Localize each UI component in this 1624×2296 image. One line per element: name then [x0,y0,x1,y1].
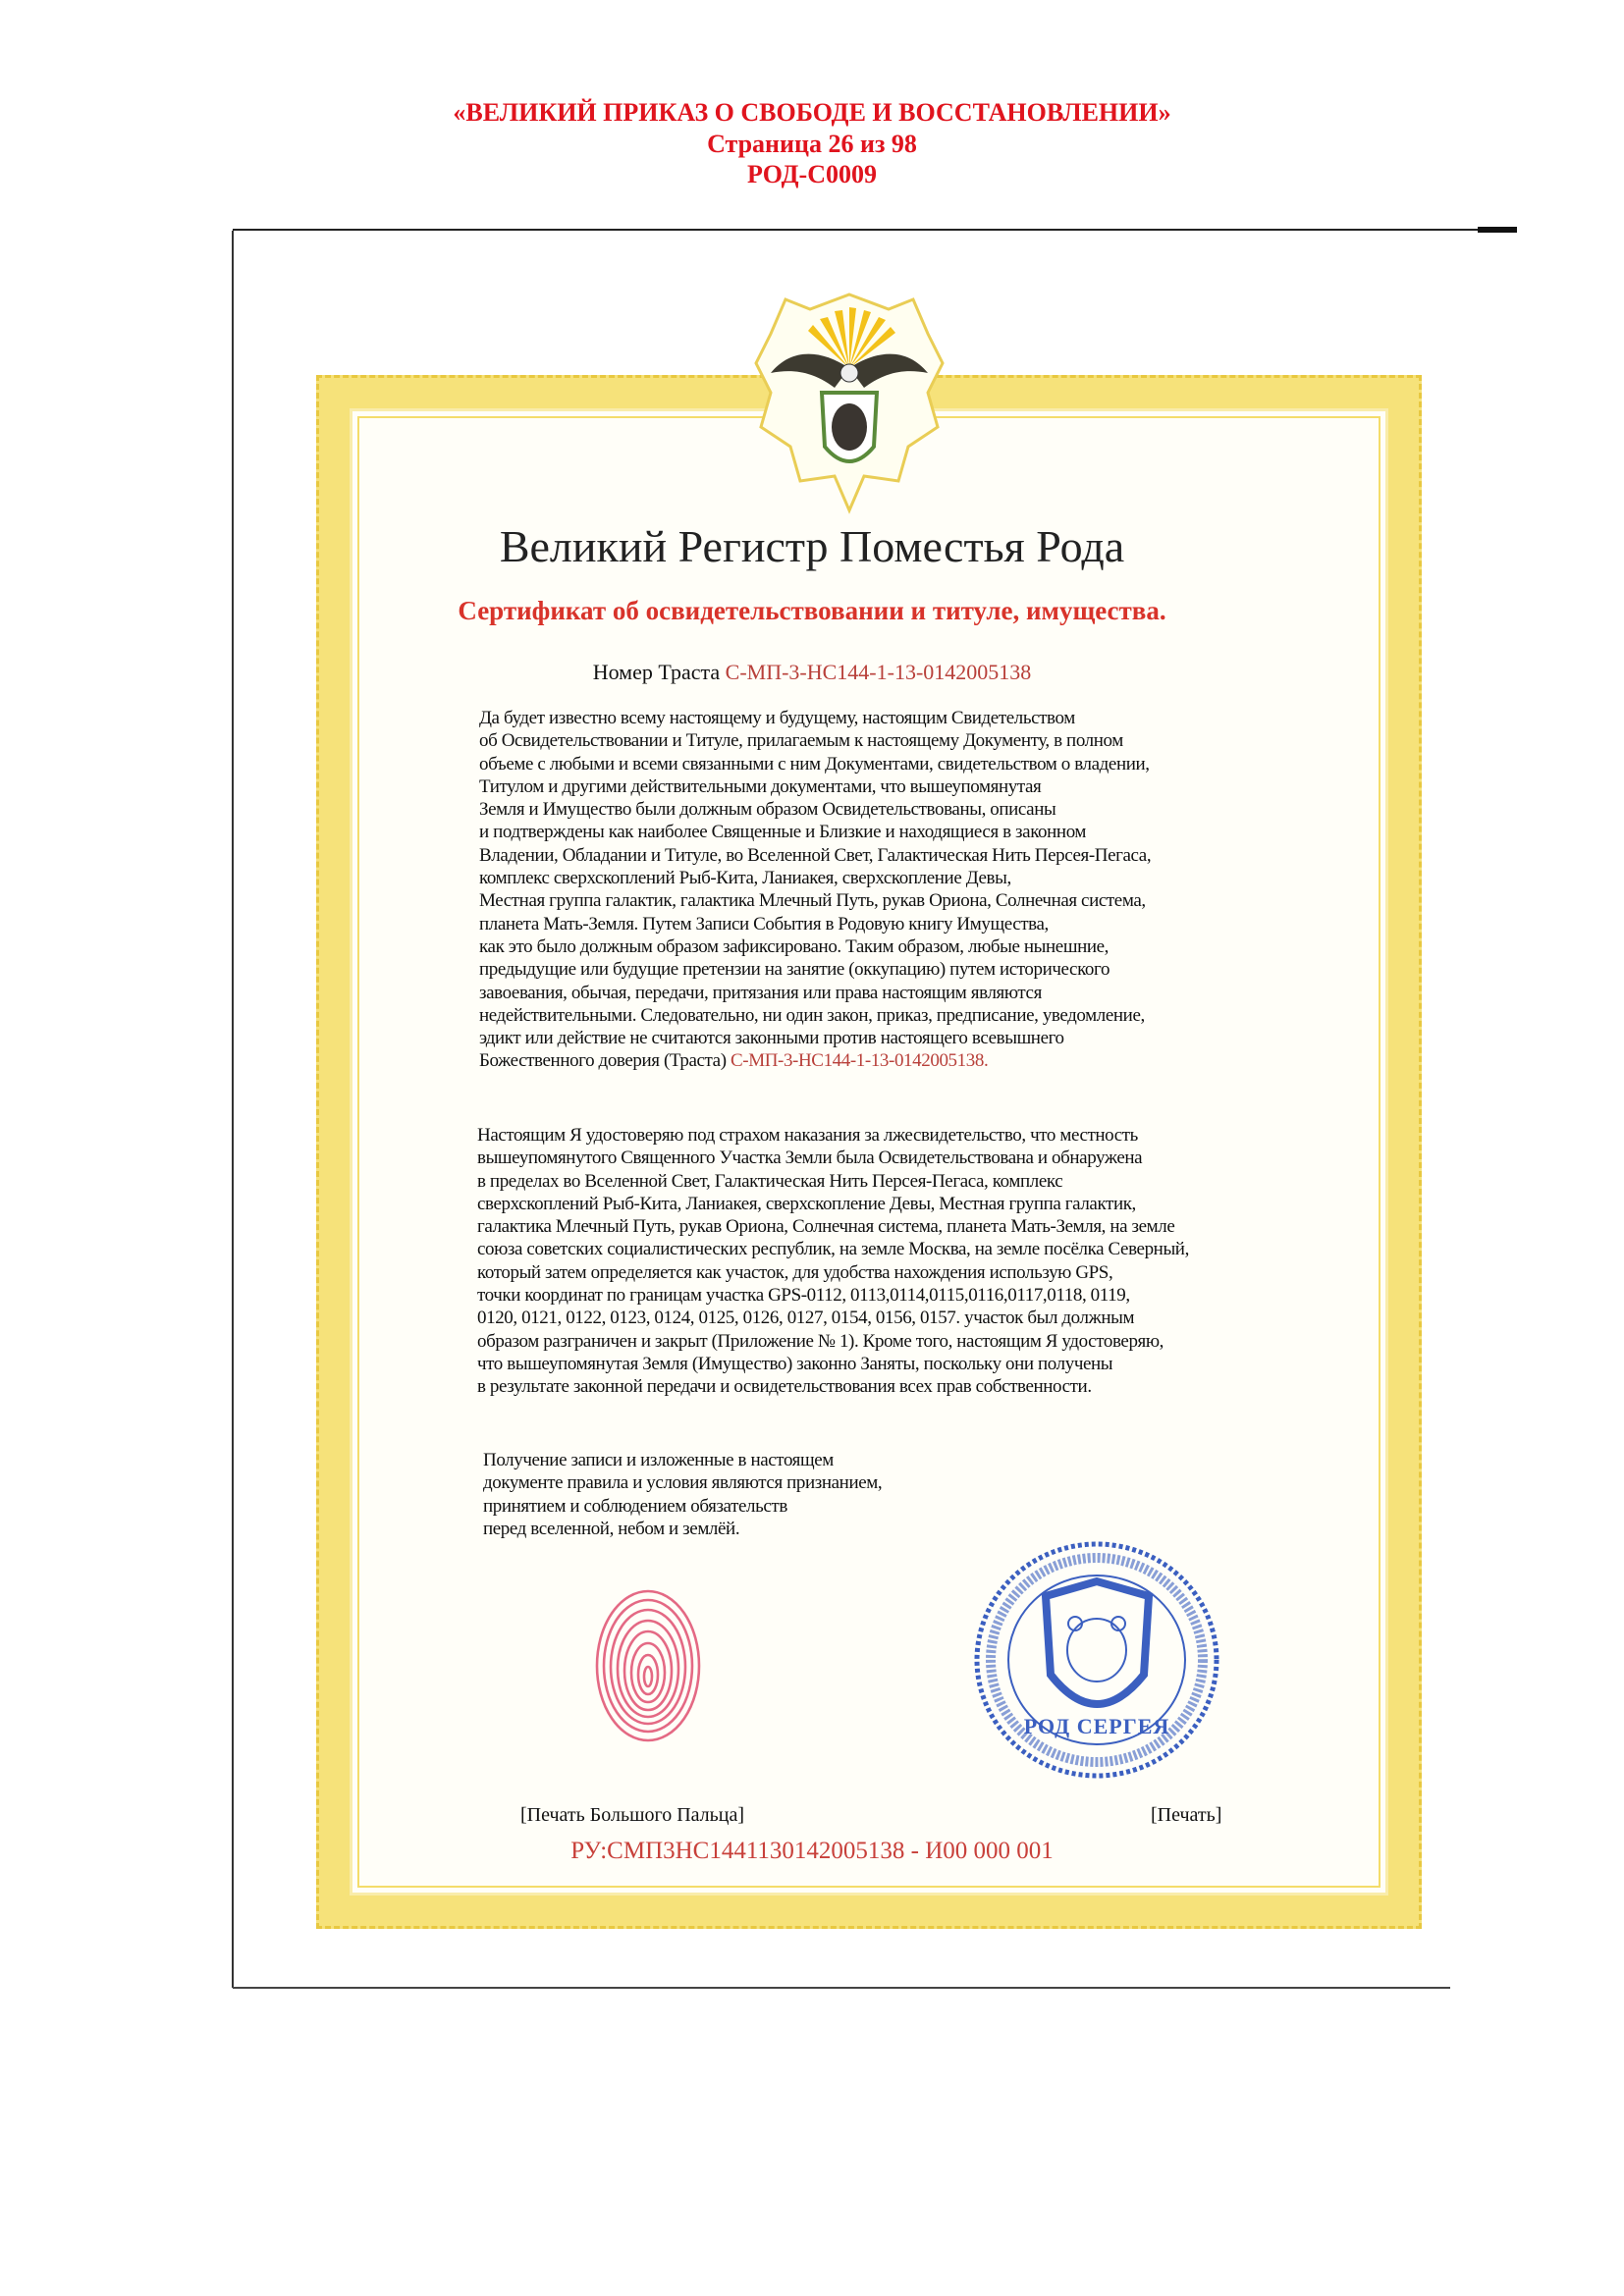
text-line: документе правила и условия являются признанием, [483,1472,883,1494]
text-line: завоевания, обычая, передачи, притязания или права настоящим являются [479,982,1042,1003]
text-line: объеме с любыми и всеми связанными с ним Документами, свидетельством о владении, [479,753,1150,774]
eagle-emblem-icon [751,290,947,515]
text-line: перед вселенной, небом и землёй. [483,1518,740,1539]
text-line: Получение записи и изложенные в настоящем [483,1450,834,1470]
scan-edge-left [232,231,234,1988]
official-seal-stamp [972,1537,1222,1783]
seal-label: [Печать] [1151,1804,1222,1826]
text-line: точки координат по границам участка GPS-0112, 0113,0114,0115,0116,0117,0118, 0119, [477,1285,1130,1307]
trust-number-inline: С-МП-3-НС144-1-13-0142005138. [731,1050,989,1072]
text-line: галактика Млечный Путь, рукав Ориона, Солнечная система, планета Мать-Земля, на земле [477,1216,1175,1238]
text-line: об Освидетельствовании и Титуле, прилагаемым к настоящему Документу, в полном [479,730,1123,752]
trust-number: С-МП-3-НС144-1-13-0142005138 [725,660,1032,684]
paragraph-certification [477,1124,1189,1399]
text-line: комплекс сверхскоплений Рыб-Кита, Ланиакея, сверхскопление Девы, [479,868,1011,889]
text-fragment: Божественного доверия (Траста) [479,1050,727,1072]
scan-edge-bottom [233,1987,1450,1989]
text-line: образом разграничен и закрыт (Приложение № 1). Кроме того, настоящим Я удостоверяю, [477,1330,1164,1352]
text-line: Владении, Обладании и Титуле, во Вселенной Свет, Галактическая Нить Персея-Пегаса, [479,844,1152,866]
text-line: что вышеупомянутая Земля (Имущество) законно Заняты, поскольку они получены [477,1353,1113,1374]
text-line: как это было должным образом зафиксировано. Таким образом, любые нынешние, [479,935,1109,957]
text-line: 0120, 0121, 0122, 0123, 0124, 0125, 0126, 0127, 0154, 0156, 0157. участок был должным [477,1308,1135,1329]
text-line: Местная группа галактик, галактика Млечный Путь, рукав Ориона, Солнечная система, [479,890,1146,912]
text-line: планета Мать-Земля. Путем Записи События в Родовую книгу Имущества, [479,913,1049,934]
text-line: Настоящим Я удостоверяю под страхом наказания за лжесвидетельство, что местность [477,1125,1138,1146]
page-number: Страница 26 из 98 [707,130,917,158]
text-line: вышеупомянутого Священного Участка Земли была Освидетельствована и обнаружена [477,1148,1143,1169]
paragraph-declaration [479,707,1151,1073]
thumbprint-image [589,1582,707,1745]
trust-label: Номер Траста [592,660,721,684]
text-line: Да будет известно всему настоящему и будущему, настоящим Свидетельством [479,708,1075,728]
text-line: предыдущие или будущие претензии на занятие (оккупацию) путем исторического [479,959,1110,981]
text-line: союза советских социалистических республик, на земле Москва, на земле посёлка Северный, [477,1239,1189,1260]
text-line: эдикт или действие не считаются законными против настоящего всевышнего [479,1028,1064,1049]
thumbprint-label: [Печать Большого Пальца] [520,1804,745,1826]
scan-edge-top [233,229,1509,231]
text-line: в пределах во Вселенной Свет, Галактическая Нить Персея-Пегаса, комплекс [477,1170,1063,1192]
text-line: в результате законной передачи и освидетельствования всех прав собственности. [477,1376,1092,1398]
scan-edge-mark [1478,227,1517,233]
registry-code: РУ:СМП3НС1441130142005138 - И00 000 001 [570,1838,1054,1864]
certificate-title: Великий Регистр Поместья Рода [499,521,1125,571]
text-line: Земля и Имущество были должным образом Освидетельствованы, описаны [479,799,1056,821]
text-line: и подтверждены как наиболее Священные и Близкие и находящиеся в законном [479,822,1087,843]
paragraph-acceptance [483,1449,882,1540]
text-line: недействительными. Следовательно, ни один закон, приказ, предписание, уведомление, [479,1004,1145,1026]
certificate-subtitle: Сертификат об освидетельствовании и титуле, имущества. [458,596,1166,625]
text-line [479,1049,1151,1072]
trust-number-line [0,660,1624,685]
document-title: «ВЕЛИКИЙ ПРИКАЗ О СВОБОДЕ И ВОССТАНОВЛЕНИИ» [453,98,1171,127]
text-line: принятием и соблюдением обязательств [483,1495,787,1517]
document-code: РОД-С0009 [747,160,877,188]
text-line: который затем определяется как участок, для удобства нахождения использую GPS, [477,1261,1113,1283]
svg-text:РОД СЕРГЕЯ: РОД СЕРГЕЯ [1023,1714,1170,1738]
text-line: сверхскоплений Рыб-Кита, Ланиакея, сверхскопление Девы, Местная группа галактик, [477,1193,1136,1214]
text-line: Титулом и другими действительными документами, что вышеупомянутая [479,775,1042,797]
